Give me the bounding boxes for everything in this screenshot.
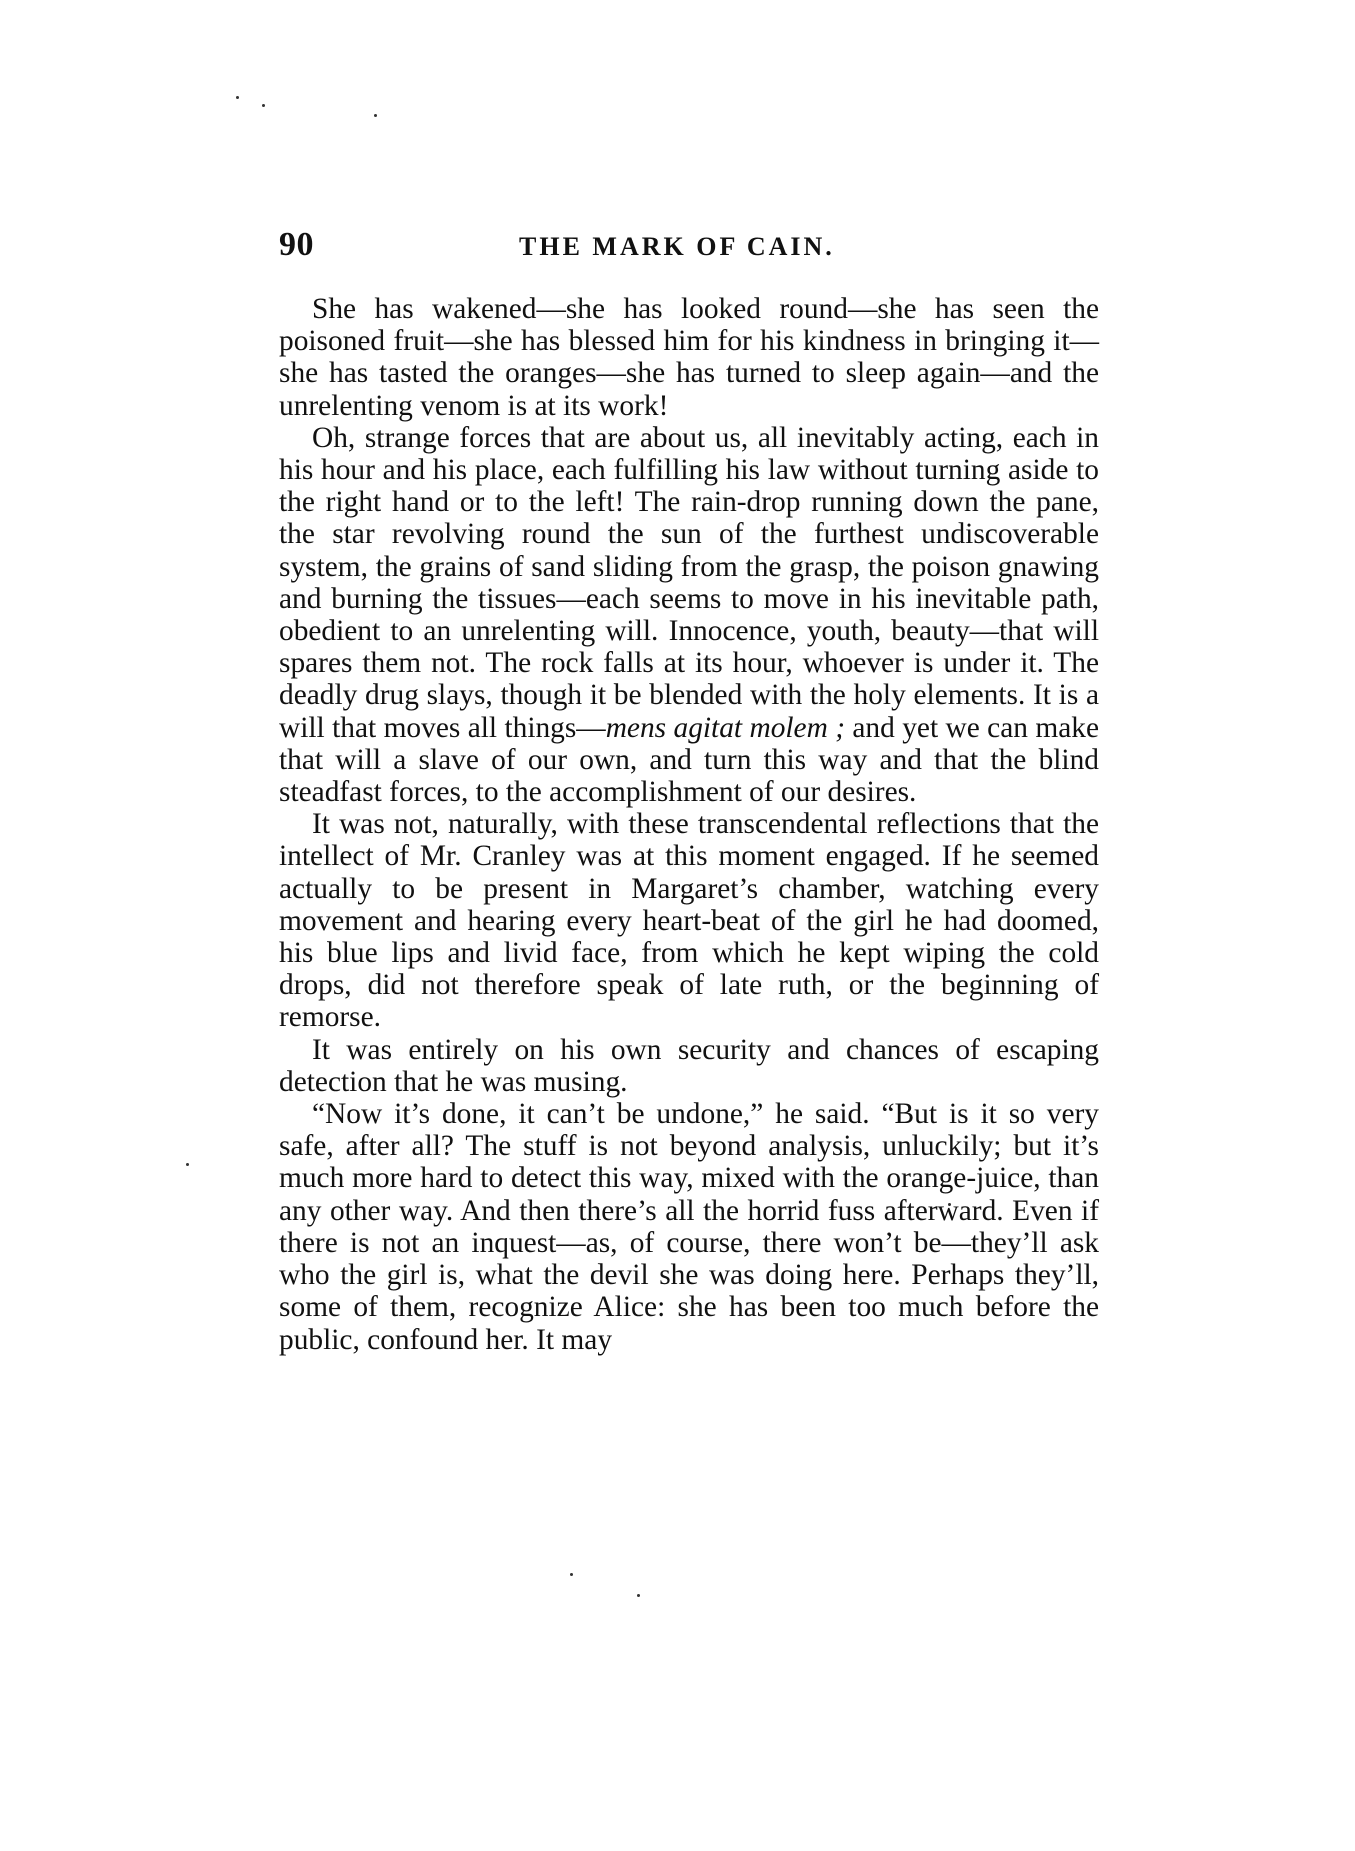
- paragraph: [279, 293, 1099, 422]
- running-header: [279, 226, 1099, 266]
- paragraph-text: It was not, naturally, with these transcendental reflections that the intellect of Mr. Cranley was at this moment engaged. If he seemed actually to be present in Margaret’s chamber, watching every movement and hearing every heart-beat of the girl he had doomed, his blue lips and livid face, from which he kept wiping the cold drops, did not therefore speak of late ruth, or the beginning of remorse.: [279, 808, 1099, 1034]
- paragraph: [279, 808, 1099, 1033]
- running-title: THE MARK OF CAIN.: [519, 232, 835, 261]
- paragraph: [279, 1034, 1099, 1098]
- body-text: [279, 293, 1099, 1356]
- scan-speck: [236, 96, 239, 99]
- latin-phrase: mens agitat molem ;: [605, 711, 845, 744]
- scan-speck: [262, 104, 265, 107]
- paragraph: [279, 1098, 1099, 1356]
- scan-speck: [570, 1573, 573, 1576]
- paragraph-text: She has wakened—she has looked round—she has seen the poisoned fruit—she has blessed him for his kindness in bringing it—she has tasted the oranges—she has turned to sleep again—and the unrelenting venom is at its work!: [279, 293, 1099, 422]
- paragraph-text: Oh, strange forces that are about us, all inevitably acting, each in his hour and his place, each fulfilling his law without turning aside to the right hand or to the left! The rain-drop running down the pane, the star revolving round the sun of the furthest undiscoverable system, the grains of sand sliding from the grasp, the poison gnawing and burning the tissues—each seems to move in his inevitable path, obedient to an unrelenting will. Innocence, youth, beauty—that will spares them not. The rock falls at its hour, whoever is under it. The deadly drug slays, though it be blended with the holy elements. It is a will that moves all things—: [279, 421, 1099, 744]
- scan-speck: [637, 1594, 640, 1597]
- page-number: 90: [279, 226, 314, 263]
- paragraph: [279, 422, 1099, 808]
- paragraph-text: “Now it’s done, it can’t be undone,” he said. “But is it so very safe, after all? The stuff is not beyond analysis, unluckily; but it’s much more hard to detect this way, mixed with the orange-juice, than any other way. And then there’s all the horrid fuss afterward. Even if there is not an inquest—as, of course, there won’t be—they’ll ask who the girl is, what the devil she was doing here. Perhaps they’ll, some of them, recognize Alice: she has been too much before the public, confound her. It may: [279, 1098, 1099, 1356]
- paragraph-text-continued: and yet we can make that will a slave of our own, and turn this way and that the blind steadfast forces, to the accomplishment of our desires.: [279, 711, 1099, 809]
- scan-speck: [186, 1163, 189, 1166]
- paragraph-text: It was entirely on his own security and chances of escaping detection that he was musing.: [279, 1033, 1099, 1098]
- scan-speck: [374, 114, 377, 117]
